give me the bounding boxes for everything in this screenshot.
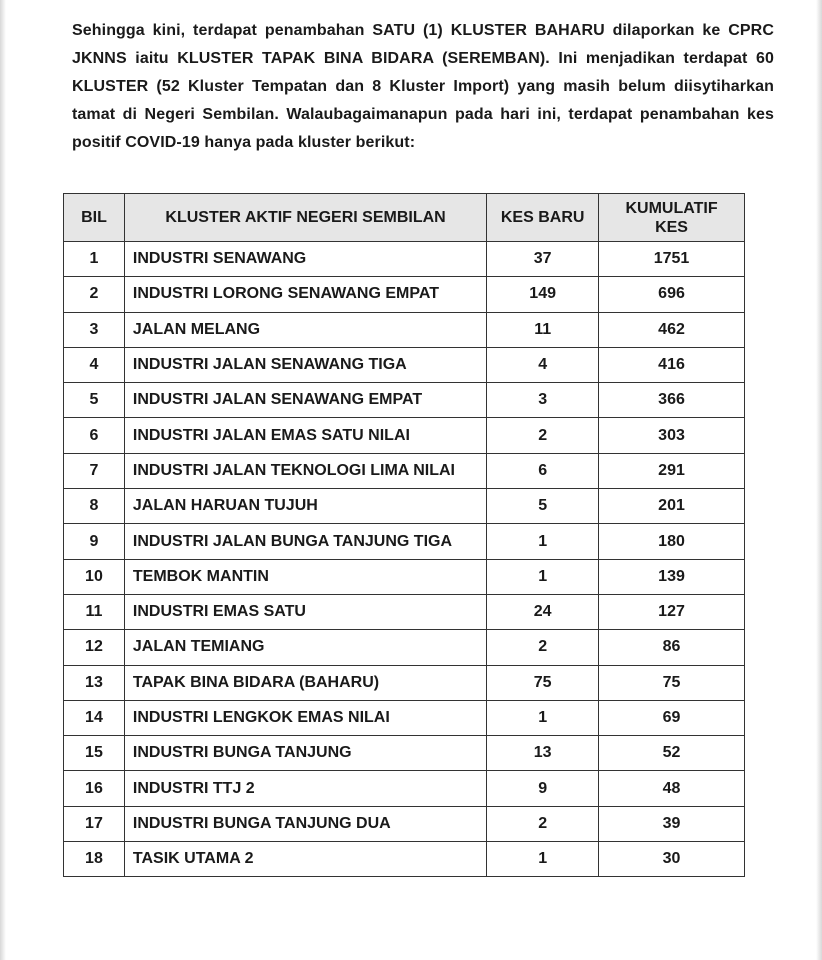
cell-cluster-name: INDUSTRI TTJ 2: [124, 771, 486, 806]
table-row: [64, 312, 745, 347]
cell-cluster-name: INDUSTRI JALAN EMAS SATU NILAI: [124, 418, 486, 453]
cell-bil: 10: [64, 559, 125, 594]
cell-cluster-name: INDUSTRI JALAN SENAWANG EMPAT: [124, 383, 486, 418]
cell-cumulative: 366: [599, 383, 745, 418]
cell-bil: 11: [64, 594, 125, 629]
cell-cumulative: 52: [599, 736, 745, 771]
cell-bil: 3: [64, 312, 125, 347]
header-cumulative: [599, 194, 745, 242]
cell-new-cases: 13: [487, 736, 599, 771]
cell-new-cases: 9: [487, 771, 599, 806]
cell-new-cases: 5: [487, 489, 599, 524]
cell-cumulative: 39: [599, 806, 745, 841]
table-row: [64, 347, 745, 382]
table-header-row: [64, 194, 745, 242]
cell-cumulative: 303: [599, 418, 745, 453]
cell-cumulative: 139: [599, 559, 745, 594]
cell-bil: 2: [64, 277, 125, 312]
table-row: [64, 524, 745, 559]
cell-cumulative: 291: [599, 453, 745, 488]
header-new-cases: KES BARU: [487, 194, 599, 242]
cell-cluster-name: INDUSTRI JALAN BUNGA TANJUNG TIGA: [124, 524, 486, 559]
intro-paragraph: Sehingga kini, terdapat penambahan SATU (1) KLUSTER BAHARU dilaporkan ke CPRC JKNNS iaitu KLUSTER TAPAK BINA BIDARA (SEREMBAN). Ini menjadikan terdapat 60 KLUSTER (52 Kluster Tempatan dan 8 Kluster Import) yang masih belum diisytiharkan tamat di Negeri Sembilan. Walaubagaimanapun pada hari ini, terdapat penambahan kes positif COVID-19 hanya pada kluster berikut:: [72, 22, 774, 151]
cell-cluster-name: INDUSTRI LENGKOK EMAS NILAI: [124, 700, 486, 735]
cell-cumulative: 201: [599, 489, 745, 524]
cell-cumulative: 1751: [599, 242, 745, 277]
cell-new-cases: 149: [487, 277, 599, 312]
cell-bil: 5: [64, 383, 125, 418]
cell-new-cases: 75: [487, 665, 599, 700]
cell-new-cases: 1: [487, 559, 599, 594]
page-edge-left: [0, 0, 6, 960]
table-row: [64, 665, 745, 700]
cell-cumulative: 127: [599, 594, 745, 629]
table-body: [64, 242, 745, 877]
table-row: [64, 736, 745, 771]
table-row: [64, 842, 745, 877]
cell-cluster-name: JALAN HARUAN TUJUH: [124, 489, 486, 524]
table-row: [64, 630, 745, 665]
cell-new-cases: 24: [487, 594, 599, 629]
cell-new-cases: 2: [487, 418, 599, 453]
cell-cumulative: 69: [599, 700, 745, 735]
cell-new-cases: 11: [487, 312, 599, 347]
cell-cluster-name: TAPAK BINA BIDARA (BAHARU): [124, 665, 486, 700]
cell-cumulative: 462: [599, 312, 745, 347]
cell-new-cases: 1: [487, 700, 599, 735]
table-row: [64, 453, 745, 488]
header-cluster: KLUSTER AKTIF NEGERI SEMBILAN: [124, 194, 486, 242]
cell-bil: 13: [64, 665, 125, 700]
header-bil: BIL: [64, 194, 125, 242]
cell-bil: 17: [64, 806, 125, 841]
cell-cluster-name: INDUSTRI JALAN TEKNOLOGI LIMA NILAI: [124, 453, 486, 488]
cell-bil: 9: [64, 524, 125, 559]
cell-new-cases: 37: [487, 242, 599, 277]
cell-cluster-name: TASIK UTAMA 2: [124, 842, 486, 877]
table-row: [64, 418, 745, 453]
table-row: [64, 806, 745, 841]
cell-cumulative: 86: [599, 630, 745, 665]
cell-bil: 1: [64, 242, 125, 277]
page-edge-right: [816, 0, 822, 960]
cell-cumulative: 416: [599, 347, 745, 382]
cell-cumulative: 696: [599, 277, 745, 312]
cell-cumulative: 48: [599, 771, 745, 806]
cell-new-cases: 2: [487, 630, 599, 665]
cell-bil: 15: [64, 736, 125, 771]
cell-cluster-name: INDUSTRI SENAWANG: [124, 242, 486, 277]
cluster-table: [63, 193, 745, 877]
table-row: [64, 700, 745, 735]
cell-bil: 7: [64, 453, 125, 488]
table-row: [64, 594, 745, 629]
cell-bil: 16: [64, 771, 125, 806]
table-row: [64, 771, 745, 806]
cell-cumulative: 30: [599, 842, 745, 877]
cell-bil: 6: [64, 418, 125, 453]
table-row: [64, 242, 745, 277]
cell-new-cases: 1: [487, 524, 599, 559]
cell-new-cases: 3: [487, 383, 599, 418]
cell-cumulative: 75: [599, 665, 745, 700]
cell-bil: 12: [64, 630, 125, 665]
cell-bil: 4: [64, 347, 125, 382]
table-row: [64, 383, 745, 418]
cell-cluster-name: INDUSTRI BUNGA TANJUNG DUA: [124, 806, 486, 841]
cell-cumulative: 180: [599, 524, 745, 559]
cell-new-cases: 1: [487, 842, 599, 877]
cell-cluster-name: INDUSTRI LORONG SENAWANG EMPAT: [124, 277, 486, 312]
cell-cluster-name: INDUSTRI JALAN SENAWANG TIGA: [124, 347, 486, 382]
table-header: [64, 194, 745, 242]
cell-cluster-name: INDUSTRI EMAS SATU: [124, 594, 486, 629]
cell-cluster-name: JALAN MELANG: [124, 312, 486, 347]
header-cumulative-label: KUMULATIF KES: [625, 199, 718, 236]
table-row: [64, 559, 745, 594]
cell-new-cases: 6: [487, 453, 599, 488]
cell-bil: 18: [64, 842, 125, 877]
table-row: [64, 277, 745, 312]
table-row: [64, 489, 745, 524]
cell-new-cases: 2: [487, 806, 599, 841]
cell-new-cases: 4: [487, 347, 599, 382]
cell-cluster-name: TEMBOK MANTIN: [124, 559, 486, 594]
cell-cluster-name: INDUSTRI BUNGA TANJUNG: [124, 736, 486, 771]
cell-cluster-name: JALAN TEMIANG: [124, 630, 486, 665]
cell-bil: 8: [64, 489, 125, 524]
cell-bil: 14: [64, 700, 125, 735]
